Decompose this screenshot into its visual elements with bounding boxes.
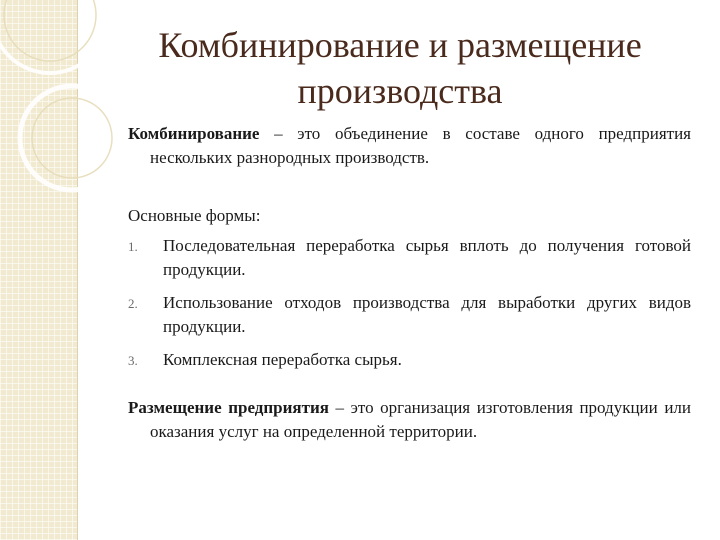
list-item-number: 3. — [128, 353, 138, 368]
main-forms-label: Основные формы: — [128, 206, 261, 225]
list-item — [128, 291, 691, 339]
list-item-text: Последовательная переработка сырья вплоть до получения готовой продукции. — [163, 236, 691, 279]
definition-placement — [128, 396, 691, 444]
list-item — [128, 234, 691, 282]
term-combining: Комбинирование — [128, 124, 260, 143]
forms-list — [128, 234, 691, 372]
definition-placement-text: – это организация изготовления продукции или оказания услуг на определенной территории. — [150, 398, 691, 441]
slide-title: Комбинирование и размещение производства — [158, 25, 642, 111]
term-placement: Размещение предприятия — [128, 398, 329, 417]
decorative-circles — [0, 0, 130, 220]
list-item — [128, 348, 691, 372]
list-item-text: Использование отходов производства для выработки других видов продукции. — [163, 293, 691, 336]
list-item-number: 1. — [128, 239, 138, 254]
definition-combining-text: – это объединение в составе одного предприятия нескольких разнородных производств. — [150, 124, 691, 167]
list-item-number: 2. — [128, 296, 138, 311]
list-item-text: Комплексная переработка сырья. — [163, 350, 402, 369]
definition-combining — [128, 122, 691, 170]
slide-content — [128, 122, 691, 444]
